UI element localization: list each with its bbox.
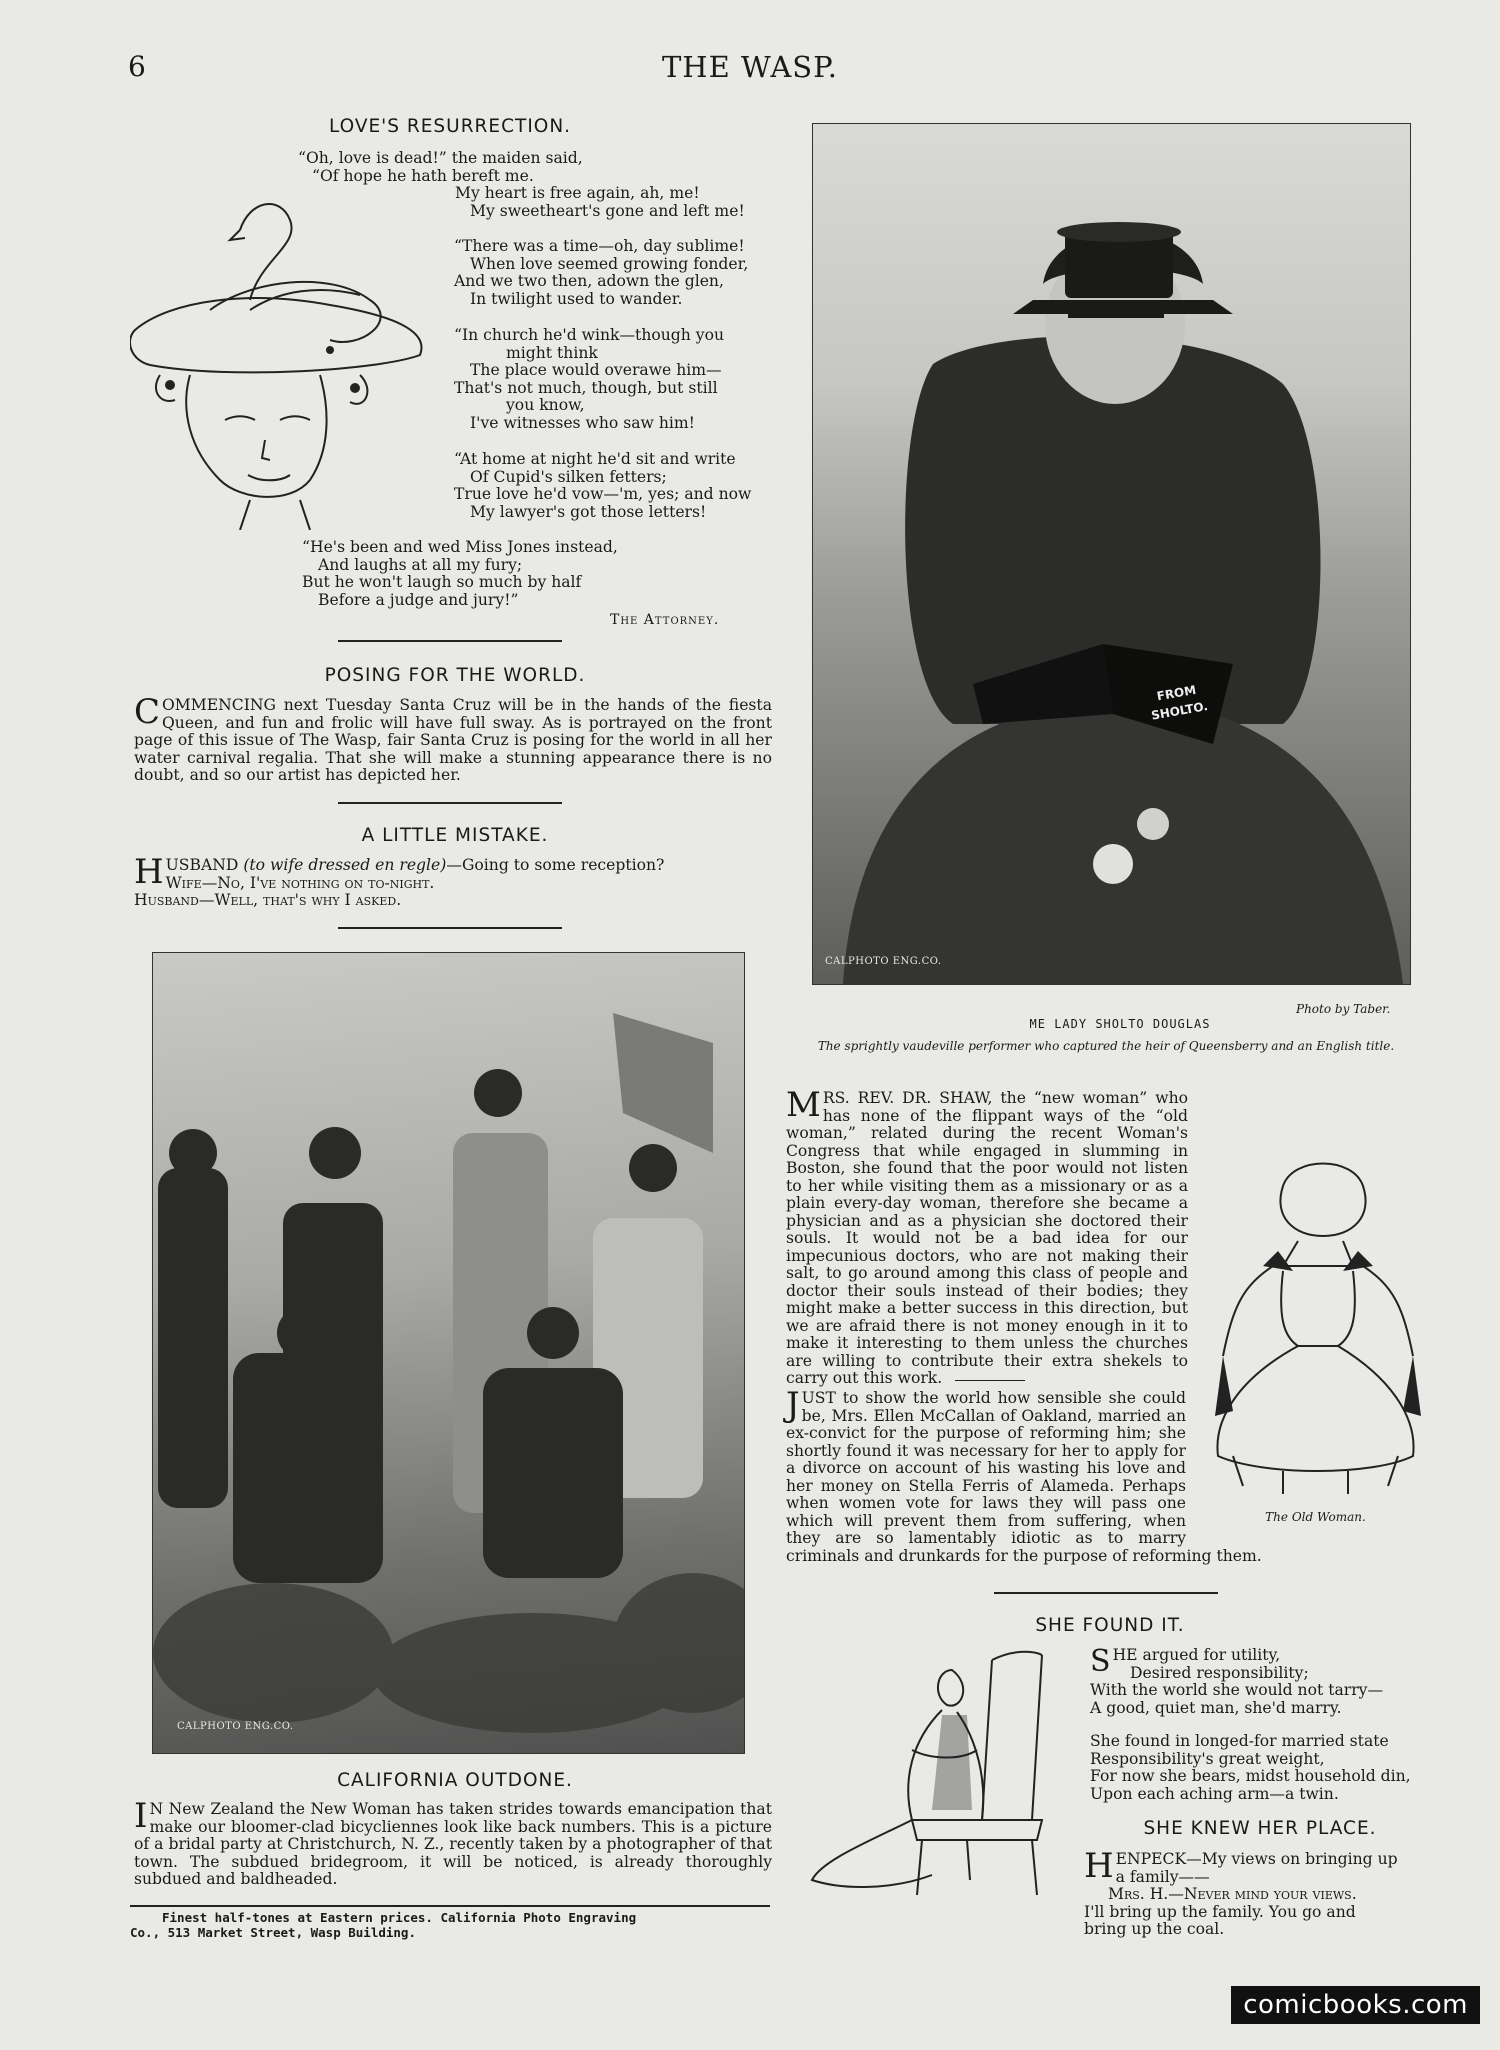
poem-line: My lawyer's got those letters! (470, 502, 707, 521)
dialogue-line: Mrs. H.—Never mind your views. (1108, 1885, 1357, 1903)
advert (130, 1910, 770, 1940)
dropcap: I (134, 1796, 148, 1836)
site-watermark: comicbooks.com (1231, 1986, 1480, 2024)
dialogue-line: Wife—No, I've nothing on to-night. (165, 873, 435, 892)
poem-line: My heart is free again, ah, me! (455, 184, 700, 202)
poem-line: “Of hope he hath bereft me. (312, 166, 534, 185)
section-divider (994, 1592, 1218, 1594)
loves-resurrection-title: LOVE'S RESURRECTION. (328, 116, 572, 137)
poem-line: And laughs at all my fury; (318, 555, 523, 574)
dropcap: J (786, 1385, 800, 1425)
dialogue-line: I'll bring up the family. You go and (1084, 1902, 1356, 1921)
poem-line: In twilight used to wander. (470, 289, 683, 308)
dropcap: M (786, 1085, 821, 1125)
swan-hat-woman-illustration (130, 190, 440, 530)
photo-caption-subtitle: The sprightly vaudeville performer who captured the heir of Queensberry and an English title. (817, 1039, 1395, 1053)
advert-line: Co., 513 Market Street, Wasp Building. (130, 1925, 416, 1940)
poem-line: A good, quiet man, she'd marry. (1090, 1698, 1342, 1717)
book-inscription: FROM SHOLTO. (1150, 682, 1209, 723)
she-found-it-stanza-1 (1090, 1644, 1430, 1717)
advert-rule (130, 1905, 770, 1907)
section-divider (338, 640, 562, 642)
poem-line: True love he'd vow—'m, yes; and now (454, 485, 752, 503)
masthead: THE WASP. (661, 50, 839, 84)
bridal-party-photo (152, 952, 745, 1754)
mrs-shaw-paragraph (786, 1085, 1428, 1387)
advert-line: Finest half-tones at Eastern prices. California Photo Engraving (162, 1910, 637, 1925)
poem-line: HE argued for utility, (1112, 1646, 1281, 1664)
mrs-shaw-text: RS. REV. DR. SHAW, the “new woman” who has none of the flippant ways of the “old woman,” related during the recent Woman's Congress that while engaged in slumming in Boston, she found that the poor would not listen to her while visiting them as a missionary or as a plain every-day woman, therefore she became a physician and as a physician she doctored their souls. It would not be a bad idea for our impecunious doctors, who are not making their salt, to go around among this class of people and doctor their souls instead of their bodies; they might make a better success in this direction, but we are afraid there is not money enough in it to make it interesting to them unless the churches are willing to contribute their extra shekels to carry out this work. (786, 1089, 1188, 1387)
poem-line: For now she bears, midst household din, (1090, 1767, 1411, 1785)
poem-line: “Oh, love is dead!” the maiden said, (298, 149, 583, 167)
lady-sholto-photo (812, 123, 1411, 985)
mistake-title: A LITTLE MISTAKE. (361, 825, 549, 846)
dialogue-line: bring up the coal. (1084, 1920, 1225, 1938)
poem-line: That's not much, though, but still (454, 378, 718, 397)
poem-line: I've witnesses who saw him! (470, 413, 695, 432)
section-divider (955, 1380, 1025, 1381)
she-found-it-stanza-2 (1090, 1733, 1430, 1803)
poem-line: “In church he'd wink—though you (454, 326, 725, 344)
poem-signature: The Attorney. (610, 612, 720, 628)
poem-line: “There was a time—oh, day sublime! (454, 237, 745, 255)
she-found-it-title: SHE FOUND IT. (1035, 1615, 1185, 1636)
poem-line: But he won't laugh so much by half (302, 573, 582, 591)
poem-line: might think (506, 343, 598, 362)
poem-line: My sweetheart's gone and left me! (470, 201, 745, 220)
photo-caption-title: ME LADY SHOLTO DOUGLAS (1029, 1017, 1211, 1031)
loves-resurrection-stanza-5 (302, 539, 702, 609)
loves-resurrection-stanza-4 (454, 451, 784, 521)
stage-direction: (to wife dressed en regle) (243, 856, 447, 874)
knew-her-place-dialogue (1084, 1846, 1430, 1939)
poem-line: Upon each aching arm—a twin. (1090, 1784, 1339, 1803)
poem-line: The place would overawe him— (470, 361, 722, 379)
dialogue-line: Husband—Well, that's why I asked. (134, 891, 402, 909)
dropcap: S (1090, 1644, 1111, 1679)
poem-line: Desired responsibility; (1130, 1663, 1309, 1682)
just-to-show-text: UST to show the world how sensible she could be, Mrs. Ellen McCallan of Oakland, married an ex-convict for the purpose of reforming him; she shortly found it was necessary for her to apply for a divorce on account of his wasting his love and her money on Stella Ferris of Alameda. Perhaps when women vote for laws they will pass one which will prevent them from suffering, when they are so lamentably idiotic as to marry criminals and drunkards for the purpose of reforming them. (786, 1389, 1262, 1565)
photo-credit: CALPHOTO ENG.CO. (825, 956, 942, 967)
posing-text: OMMENCING next Tuesday Santa Cruz will be in the hands of the fiesta Queen, and fun and frolic will have full sway. As is portrayed on the front page of this issue of The Wasp, fair Santa Cruz is posing for the world in all her water carnival regalia. That she will make a stunning appearance there is no doubt, and so our artist has depicted her. (134, 696, 772, 784)
poem-line: With the world she would not tarry— (1090, 1681, 1384, 1699)
woman-in-chair-illustration (792, 1640, 1054, 1900)
dialogue-line: ENPECK—My views on bringing up (1115, 1850, 1398, 1868)
california-title: CALIFORNIA OUTDONE. (337, 1770, 573, 1791)
photo-by: Photo by Taber. (1296, 1002, 1391, 1016)
poem-line: Of Cupid's silken fetters; (470, 467, 667, 486)
poem-line: She found in longed-for married state (1090, 1732, 1389, 1750)
page-number: 6 (128, 50, 146, 83)
california-paragraph (134, 1796, 772, 1889)
old-woman-caption: The Old Woman. (1265, 1509, 1366, 1524)
poem-line: And we two then, adown the glen, (454, 272, 724, 290)
poem-line: you know, (506, 396, 585, 414)
mistake-dialogue (134, 852, 774, 910)
california-text: N New Zealand the New Woman has taken strides towards emancipation that make our bloomer-clad bicycliennes look like back numbers. This is a picture of a bridal party at Christchurch, N. Z., recently taken by a photographer of that town. The subdued bridegroom, it will be noticed, is already thoroughly subdued and baldheaded. (134, 1800, 772, 1888)
dropcap: C (134, 692, 161, 732)
dialogue-line: a family—— (1115, 1867, 1210, 1886)
dropcap: H (1084, 1846, 1114, 1886)
loves-resurrection-stanza-1 (298, 150, 778, 220)
knew-her-place-title: SHE KNEW HER PLACE. (1143, 1818, 1377, 1839)
loves-resurrection-stanza-3 (454, 327, 784, 432)
section-divider (338, 802, 562, 804)
dialogue-line: —Going to some reception? (446, 856, 665, 874)
speaker: USBAND (165, 856, 239, 874)
poem-line: When love seemed growing fonder, (470, 254, 749, 273)
dropcap: H (134, 852, 164, 892)
poem-line: Responsibility's great weight, (1090, 1749, 1325, 1768)
posing-title: POSING FOR THE WORLD. (324, 665, 586, 686)
poem-line: “At home at night he'd sit and write (454, 450, 736, 468)
loves-resurrection-stanza-2 (454, 238, 784, 308)
poem-line: “He's been and wed Miss Jones instead, (302, 538, 618, 556)
photo-credit: CALPHOTO ENG.CO. (177, 1721, 294, 1732)
section-divider (338, 927, 562, 929)
posing-paragraph (134, 692, 772, 785)
poem-line: Before a judge and jury!” (318, 590, 519, 609)
just-to-show-paragraph (786, 1385, 1428, 1565)
